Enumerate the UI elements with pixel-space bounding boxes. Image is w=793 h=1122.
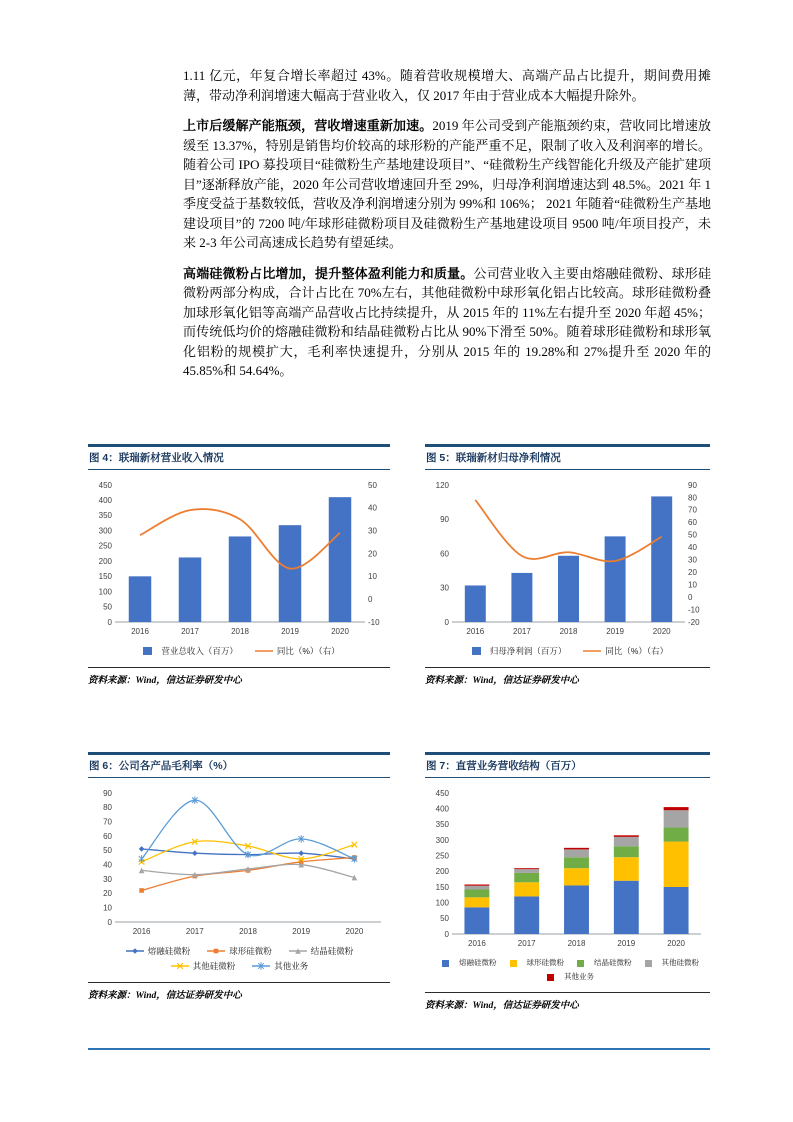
figure-title-text: 图 7：直营业务营收结构（百万） — [426, 760, 582, 772]
svg-text:40: 40 — [368, 503, 377, 513]
paragraph-lead: 高端硅微粉占比增加，提升整体盈利能力和质量。 — [183, 265, 474, 281]
legend-key-icon — [571, 958, 591, 968]
svg-text:2019: 2019 — [281, 627, 299, 636]
svg-text:2018: 2018 — [559, 627, 578, 636]
legend-item — [582, 645, 668, 657]
svg-text:300: 300 — [435, 835, 449, 845]
paragraph-body: 公司营业收入主要由熔融硅微粉、球形硅微粉两部分构成，合计占比在 70%左右，其他硅微粉中球形氧化铝占比较高。球形硅微粉叠加球形氧化铝等高端产品营收占比持续提升，从 2015 年的 11%左右提升至 2020 年超 45%；而传统低均价的熔融硅微粉和结晶硅微粉占比从 90%下滑至 50%。随着球形硅微粉和球形氧化铝粉的规模扩大，毛利率快速提升，分别从 2015 年的 19.28%和 27%提升至 2020 年的 45.85%和 54.64%。 — [183, 265, 711, 378]
legend-item — [138, 645, 238, 657]
figure-row-2 — [88, 752, 710, 1011]
svg-text:50: 50 — [688, 530, 697, 540]
svg-text:200: 200 — [435, 867, 449, 877]
svg-text:10: 10 — [103, 903, 112, 913]
figures-grid — [88, 444, 710, 1077]
svg-text:2016: 2016 — [468, 939, 486, 948]
svg-text:0: 0 — [688, 592, 693, 602]
legend-item — [436, 957, 497, 968]
legend-key-icon — [436, 958, 456, 968]
svg-text:0: 0 — [444, 617, 449, 627]
svg-text:400: 400 — [98, 496, 112, 506]
svg-text:-20: -20 — [688, 617, 700, 627]
svg-text:150: 150 — [435, 882, 449, 892]
svg-text:-10: -10 — [688, 605, 700, 615]
svg-text:10: 10 — [368, 572, 377, 582]
svg-text:30: 30 — [368, 526, 377, 536]
chart-legend — [425, 957, 710, 982]
svg-text:2017: 2017 — [185, 927, 204, 936]
svg-text:2016: 2016 — [466, 627, 485, 636]
legend-label: 结晶硅微粉 — [310, 946, 354, 956]
legend-item — [467, 645, 567, 657]
svg-text:80: 80 — [688, 493, 697, 503]
legend-key-icon — [541, 972, 561, 982]
svg-text:60: 60 — [688, 518, 697, 528]
figure-4 — [88, 444, 390, 686]
legend-key-icon — [639, 958, 659, 968]
svg-text:20: 20 — [688, 567, 697, 577]
figure-title-text: 图 5：联瑞新材归母净利情况 — [426, 452, 561, 464]
legend-label: 其他业务 — [564, 972, 594, 981]
svg-text:70: 70 — [103, 817, 112, 827]
figure-source — [425, 667, 710, 686]
figure-title — [88, 752, 390, 778]
legend-key-icon — [254, 646, 274, 656]
chart-svg — [88, 479, 390, 637]
legend-label: 营业总收入（百万） — [161, 646, 238, 656]
svg-text:2018: 2018 — [231, 627, 249, 636]
paragraph-2 — [183, 116, 711, 253]
legend-key-icon — [138, 646, 158, 656]
svg-text:2017: 2017 — [181, 627, 199, 636]
svg-text:50: 50 — [440, 914, 449, 924]
svg-text:90: 90 — [688, 480, 697, 490]
svg-text:2019: 2019 — [617, 939, 636, 948]
paragraph-3 — [183, 264, 711, 381]
legend-item — [288, 945, 354, 957]
legend-item — [639, 957, 700, 968]
svg-text:2016: 2016 — [131, 627, 149, 636]
figure-title — [425, 444, 710, 470]
revenue-chart — [88, 470, 390, 642]
figure-row-1 — [88, 444, 710, 686]
chart-legend — [425, 645, 710, 657]
svg-text:0: 0 — [444, 929, 449, 939]
legend-key-icon — [251, 961, 271, 971]
svg-text:400: 400 — [435, 804, 449, 814]
svg-text:20: 20 — [103, 889, 112, 899]
legend-key-icon — [125, 946, 145, 956]
svg-text:2017: 2017 — [513, 627, 531, 636]
legend-label: 归母净利润（百万） — [489, 646, 567, 656]
net-profit-chart — [425, 470, 710, 642]
svg-text:30: 30 — [688, 555, 697, 565]
chart-svg — [425, 787, 710, 949]
svg-text:50: 50 — [103, 846, 112, 856]
legend-label: 结晶硅微粉 — [594, 958, 632, 967]
paragraph-1 — [183, 66, 711, 105]
svg-text:60: 60 — [103, 831, 112, 841]
svg-text:350: 350 — [98, 511, 112, 521]
legend-item — [206, 945, 272, 957]
svg-text:450: 450 — [98, 480, 112, 490]
svg-text:150: 150 — [98, 572, 112, 582]
legend-item — [125, 945, 191, 957]
legend-key-icon — [170, 961, 190, 971]
figure-source — [88, 982, 390, 1001]
svg-text:250: 250 — [98, 541, 112, 551]
legend-item — [541, 971, 594, 982]
legend-item — [254, 645, 340, 657]
svg-text:2020: 2020 — [331, 627, 349, 636]
legend-item — [571, 957, 632, 968]
svg-text:350: 350 — [435, 820, 449, 830]
svg-text:0: 0 — [368, 594, 373, 604]
footer-divider — [88, 1048, 710, 1050]
legend-key-icon — [206, 946, 226, 956]
svg-text:70: 70 — [688, 505, 697, 515]
svg-text:30: 30 — [103, 874, 112, 884]
svg-text:2016: 2016 — [132, 927, 151, 936]
svg-text:2020: 2020 — [345, 927, 364, 936]
svg-text:50: 50 — [368, 480, 377, 490]
figure-6 — [88, 752, 390, 1001]
chart-svg — [425, 479, 710, 637]
figure-title-text: 图 6：公司各产品毛利率（%） — [89, 760, 234, 772]
svg-text:2020: 2020 — [652, 627, 671, 636]
svg-text:90: 90 — [440, 515, 449, 525]
figure-title — [88, 444, 390, 470]
figure-title-text: 图 4：联瑞新材营业收入情况 — [89, 452, 224, 464]
svg-text:2017: 2017 — [517, 939, 536, 948]
svg-text:30: 30 — [440, 583, 449, 593]
svg-text:250: 250 — [435, 851, 449, 861]
svg-text:2020: 2020 — [667, 939, 685, 948]
figure-source-text: 资料来源：Wind，信达证券研发中心 — [88, 991, 242, 1001]
svg-text:100: 100 — [435, 898, 449, 908]
legend-key-icon — [467, 646, 487, 656]
legend-label: 其他硅微粉 — [192, 961, 236, 971]
svg-text:0: 0 — [107, 917, 112, 927]
legend-item — [504, 957, 565, 968]
svg-text:2018: 2018 — [239, 927, 257, 936]
svg-text:80: 80 — [103, 803, 112, 813]
svg-text:60: 60 — [440, 549, 449, 559]
gross-margin-chart — [88, 778, 390, 942]
chart-legend — [88, 645, 390, 657]
svg-text:200: 200 — [98, 556, 112, 566]
legend-label: 同比（%）（右） — [605, 646, 669, 656]
figure-source — [88, 667, 390, 686]
legend-label: 其他硅微粉 — [661, 958, 699, 967]
paragraph-body: 1.11 亿元，年复合增长率超过 43%。随着营收规模增大、高端产品占比提升，期间费用摊薄，带动净利润增速大幅高于营业收入，仅 2017 年由于营业成本大幅提升除外。 — [183, 68, 711, 103]
svg-text:2018: 2018 — [567, 939, 586, 948]
text-block — [183, 66, 711, 392]
figure-7 — [425, 752, 710, 1011]
legend-item — [170, 960, 236, 972]
svg-text:90: 90 — [103, 788, 112, 798]
svg-text:100: 100 — [98, 587, 112, 597]
revenue-structure-chart — [425, 778, 710, 954]
svg-text:300: 300 — [98, 526, 112, 536]
legend-label: 球形硅微粉 — [526, 958, 564, 967]
paragraph-body: 2019 年公司受到产能瓶颈约束，营收同比增速放缓至 13.37%，特别是销售均价较高的球形粉的产能严重不足，限制了收入及利润率的增长。随着公司 IPO 募投项目“硅微粉生产基地建设项目”、“硅微粉生产线智能化升级及产能扩建项目”逐渐释放产能，2020 年公司营收增速回升至 29%，归母净利润增速达到 48.5%。2021 年 1 季度受益于基数较低，营收及净利润增速分别为 99%和 106%； 2021 年随着“硅微粉生产基地建设项目”的 7200 吨/年球形硅微粉项目及硅微粉生产基地建设项目 9500 吨/年项目投产，未来 2-3 年公司高速成长趋势有望延续。 — [183, 118, 711, 250]
svg-text:120: 120 — [435, 480, 449, 490]
legend-key-icon — [288, 946, 308, 956]
legend-item — [251, 960, 308, 972]
figure-source-text: 资料来源：Wind，信达证券研发中心 — [425, 1001, 579, 1011]
legend-label: 其他业务 — [274, 961, 309, 971]
figure-source-text: 资料来源：Wind，信达证券研发中心 — [88, 676, 242, 686]
svg-text:-10: -10 — [368, 617, 380, 627]
legend-key-icon — [504, 958, 524, 968]
figure-source-text: 资料来源：Wind，信达证券研发中心 — [425, 676, 579, 686]
svg-text:0: 0 — [107, 617, 112, 627]
legend-label: 球形硅微粉 — [229, 946, 272, 956]
svg-text:2019: 2019 — [606, 627, 624, 636]
chart-legend — [114, 945, 364, 972]
svg-text:450: 450 — [435, 788, 449, 798]
figure-source — [425, 992, 710, 1011]
legend-label: 同比（%）（右） — [276, 646, 340, 656]
svg-text:10: 10 — [688, 580, 697, 590]
svg-text:40: 40 — [103, 860, 112, 870]
legend-label: 熔融硅微粉 — [459, 958, 497, 967]
figure-title — [425, 752, 710, 778]
svg-text:20: 20 — [368, 549, 377, 559]
figure-5 — [425, 444, 710, 686]
legend-label: 熔融硅微粉 — [147, 946, 191, 956]
chart-svg — [88, 787, 390, 937]
paragraph-lead: 上市后缓解产能瓶颈，营收增速重新加速。 — [183, 118, 433, 133]
svg-text:2019: 2019 — [292, 927, 311, 936]
svg-text:50: 50 — [103, 602, 112, 612]
legend-key-icon — [582, 646, 602, 656]
svg-text:40: 40 — [688, 543, 697, 553]
